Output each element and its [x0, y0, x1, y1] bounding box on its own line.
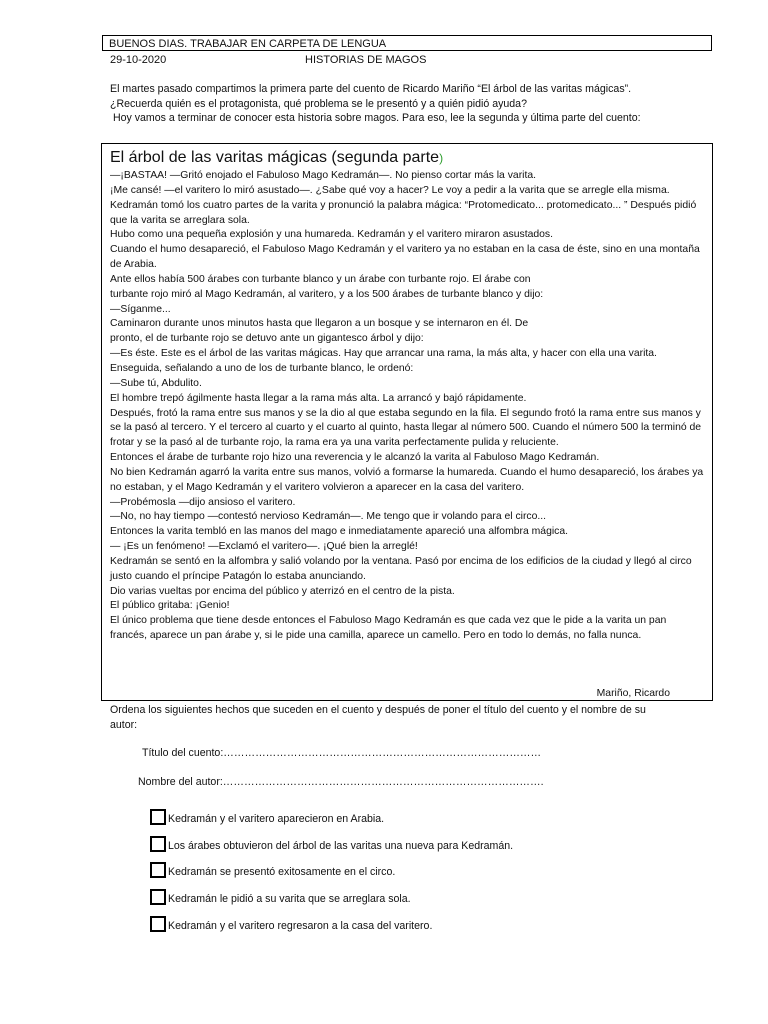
story-line: — ¡Es un fenómeno! —Exclamó el varitero—. ¡Qué bien la arreglé!: [110, 541, 418, 553]
story-line: —Es éste. Este es el árbol de las varitas mágicas. Hay que arrancar una rama, la más alta, y hacer con ella una varita. Enseguida, señalando a uno de los de turbante blanco, le ordenó:: [110, 348, 657, 374]
exercise-instruction: Ordena los siguientes hechos que suceden en el cuento y después de poner el título del cuento y el nombre de su autor:: [110, 704, 646, 731]
story-line: turbante rojo miró al Mago Kedramán, al varitero, y a los 500 árabes de turbante blanco y dijo:: [110, 288, 544, 300]
option-item: [150, 862, 395, 878]
story-title: [110, 148, 706, 168]
story-line: —Sube tú, Abdulito.: [110, 377, 202, 389]
story-line: No bien Kedramán agarró la varita entre sus manos, volvió a formarse la humareda. Cuando el humo desapareció, los árabes ya no estaban, y el Mago Kedramán y el varitero volvieron a aparecer en la casa del varitero.: [110, 466, 704, 493]
story-line: Kedramán se sentó en la alfombra y salió volando por la ventana. Pasó por encima de los edificios de la ciudad y llegó al circo justo cuando el príncipe Patagón lo estaba anunciando.: [110, 555, 692, 582]
story-line: El público gritaba: ¡Genio!: [110, 600, 230, 612]
option-label: Kedramán y el varitero regresaron a la casa del varitero.: [168, 920, 433, 932]
option-label: Kedramán se presentó exitosamente en el circo.: [168, 866, 396, 878]
story-line: —Probémosla —dijo ansioso el varitero.: [110, 496, 296, 508]
intro-text-1: El martes pasado compartimos la primera parte del cuento de Ricardo Mariño “El árbol de las varitas mágicas”. ¿Recuerda quién es el protagonista, qué problema se le presentó y a quién pidió ayuda?: [110, 83, 632, 110]
title-field-dots[interactable]: ………………………………………………………………………………: [223, 747, 542, 759]
story-title-paren: ): [439, 151, 444, 165]
story-author: Mariño, Ricardo: [596, 688, 670, 699]
story-box: [101, 143, 713, 701]
checkbox[interactable]: [150, 836, 166, 852]
title-field-label: Título del cuento:: [142, 747, 224, 759]
header-title: BUENOS DIAS. TRABAJAR EN CARPETA DE LENGUA: [109, 38, 387, 50]
story-line: —No, no hay tiempo —contestó nervioso Kedramán—. Me tengo que ir volando para el circo...: [110, 511, 547, 523]
story-line: ¡Me cansé! —el varitero lo miró asustado—. ¿Sabe qué voy a hacer? Le voy a pedir a la varita que se arregle ella misma. Kedramán tomó los cuatro partes de la varita y pronunció la palabra mágica: “Protomedicato... protomedicato... ” Después pidió que la varita se arreglara sola.: [110, 184, 697, 226]
story-line: —Síganme...: [110, 303, 171, 315]
story-line: El hombre trepó ágilmente hasta llegar a la rama más alta. La arrancó y bajó rápidamente.: [110, 392, 527, 404]
story-line: —¡BASTAA! —Gritó enojado el Fabuloso Mago Kedramán—. No pienso cortar más la varita.: [110, 170, 537, 181]
intro-text-2: Hoy vamos a terminar de conocer esta historia sobre magos. Para eso, lee la segunda y última parte del cuento:: [110, 112, 641, 125]
story-line: pronto, el de turbante rojo se detuvo ante un gigantesco árbol y dijo:: [110, 333, 424, 345]
checkbox[interactable]: [150, 809, 166, 825]
header-title-box: [102, 35, 712, 51]
date: 29-10-2020: [110, 54, 167, 66]
checkbox[interactable]: [150, 916, 166, 932]
story-line: Dio varias vueltas por encima del público y aterrizó en el centro de la pista.: [110, 585, 455, 597]
checkbox[interactable]: [150, 889, 166, 905]
option-item: [150, 889, 411, 905]
story-line: Entonces el árabe de turbante rojo hizo una reverencia y le alcanzó la varita al Fabuloso Mago Kedramán.: [110, 452, 600, 464]
subject-heading: HISTORIAS DE MAGOS: [305, 54, 427, 66]
option-label: Kedramán le pidió a su varita que se arreglara sola.: [168, 893, 411, 905]
story-line: El único problema que tiene desde entonces el Fabuloso Mago Kedramán es que cada vez que le pide a la varita un pan francés, aparece un pan árabe y, si le pide una camilla, aparece un camello. Pero en todo lo demás, no falla nunca.: [110, 615, 667, 642]
author-field-dots[interactable]: ……………………………………………………………………………….: [222, 776, 544, 788]
story-line: Después, frotó la rama entre sus manos y se la dio al que estaba segundo en la fila. El segundo frotó la rama entre sus manos y se la pasó al tercero. Y el tercero al cuarto y el cuarto al quinto, hasta llegar al número 500. Cuando el número 500 la terminó de frotar y se la pasó al de turbante rojo, la rama era ya una varita perfectamente pulida y reluciente.: [110, 407, 702, 449]
option-item: [150, 809, 384, 825]
author-field-label: Nombre del autor:: [138, 776, 223, 788]
story-title-text: El árbol de las varitas mágicas (segunda parte: [110, 149, 440, 166]
story-line: Entonces la varita tembló en las manos del mago e inmediatamente apareció una alfombra mágica.: [110, 526, 569, 538]
story-line: Ante ellos había 500 árabes con turbante blanco y un árabe con turbante rojo. El árabe con: [110, 273, 531, 285]
option-item: [150, 836, 513, 852]
checkbox[interactable]: [150, 862, 166, 878]
option-label: Kedramán y el varitero aparecieron en Arabia.: [168, 813, 385, 825]
option-label: Los árabes obtuvieron del árbol de las varitas una nueva para Kedramán.: [168, 840, 514, 852]
option-item: [150, 916, 432, 932]
intro-paragraph: [110, 82, 670, 126]
story-line: Hubo como una pequeña explosión y una humareda. Kedramán y el varitero miraron asustados.: [110, 229, 554, 241]
author-field[interactable]: [138, 776, 544, 788]
story-line: Caminaron durante unos minutos hasta que llegaron a un bosque y se internaron en él. De: [110, 318, 529, 330]
title-field[interactable]: [142, 747, 541, 759]
story-text: [110, 169, 706, 644]
story-line: Cuando el humo desapareció, el Fabuloso Mago Kedramán y el varitero ya no estaban en la casa de éste, sino en una montaña de Arabia.: [110, 244, 700, 271]
